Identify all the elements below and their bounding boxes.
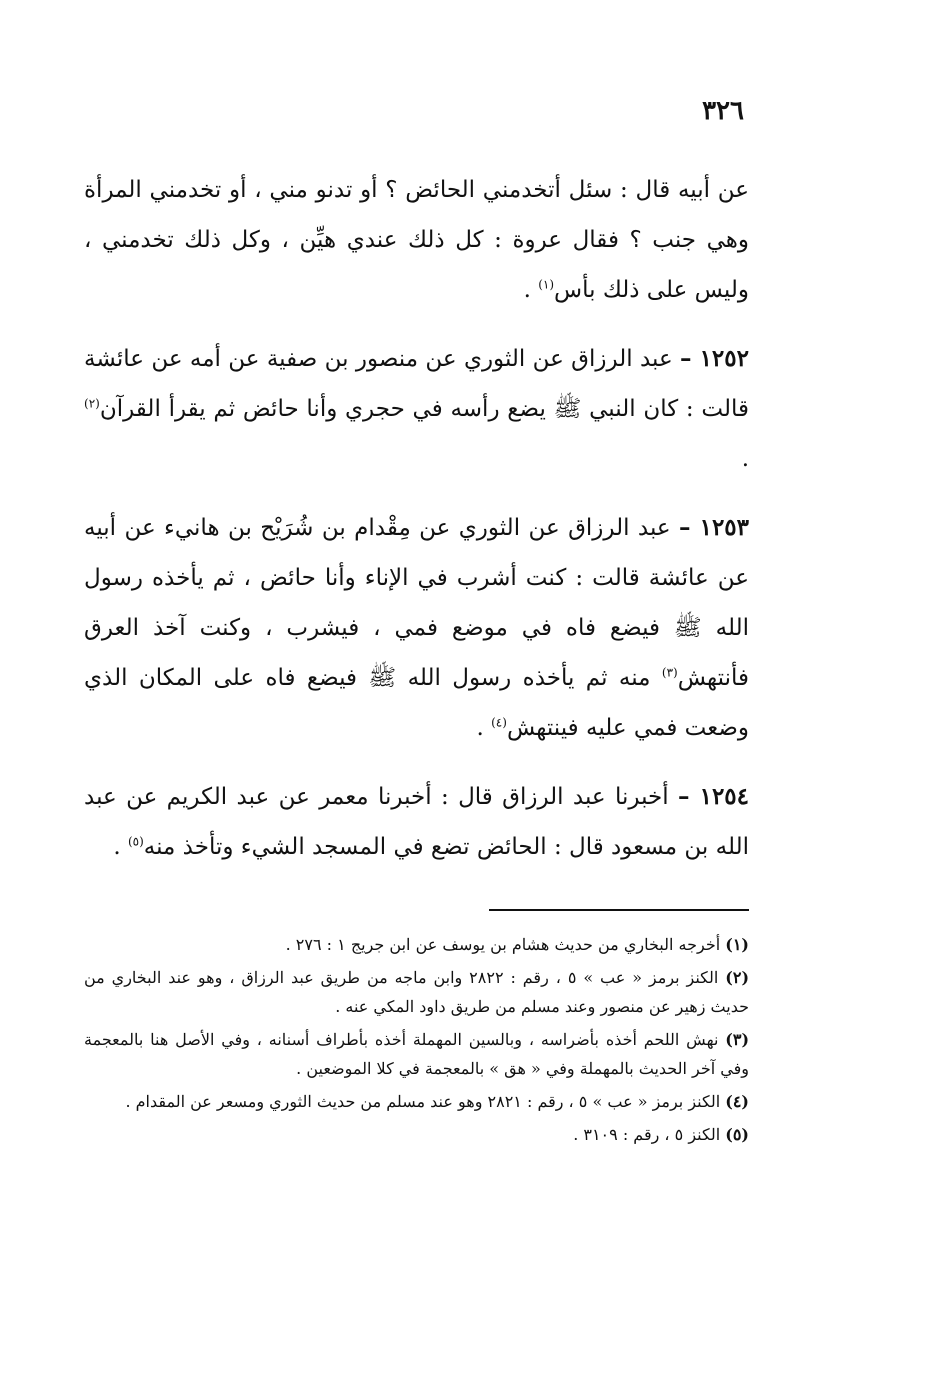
paragraph-end: .: [476, 715, 492, 741]
paragraph-continuation: [84, 165, 749, 315]
footnote-separator: [489, 909, 749, 911]
footnote-text: أخرجه البخاري من حديث هشام بن يوسف عن ابن جريج ١ : ٢٧٦ .: [285, 935, 721, 954]
paragraph-text: عن أبيه قال : سئل أتخدمني الحائض ؟ أو تدنو مني ، أو تخدمني المرأة وهي جنب ؟ فقال عروة : كل ذلك عندي هيِّن ، وكل ذلك تخدمني ، وليس على ذلك بأس: [84, 177, 749, 303]
hadith-number: ١٢٥٤ –: [678, 783, 750, 810]
hadith-1254: [84, 772, 749, 872]
hadith-number: ١٢٥٢ –: [680, 345, 749, 372]
paragraph-text-continued: منه ثم يأخذه رسول الله ﷺ فيضع فاه على المكان الذي وضعت فمي عليه فينتهش: [84, 665, 749, 741]
footnote-number: (٣): [725, 1030, 750, 1049]
footnote-marker: (٤): [491, 715, 507, 730]
footnote-text: الكنز برمز « عب » ٥ ، رقم : ٢٨٢١ وهو عند مسلم من حديث الثوري ومسعر عن المقدام .: [125, 1092, 721, 1111]
paragraph-text: عبد الرزاق عن الثوري عن منصور بن صفية عن أمه عن عائشة قالت : كان النبي ﷺ يضع رأسه في حجري وأنا حائض ثم يقرأ القرآن: [84, 346, 749, 422]
paragraph-end: .: [741, 446, 749, 472]
footnote-4: [84, 1087, 749, 1116]
footnote-3: [84, 1025, 749, 1083]
footnote-marker: (١): [538, 277, 555, 292]
footnote-number: (٥): [725, 1125, 749, 1144]
footnote-marker: (٢): [84, 396, 100, 411]
paragraph-text: أخبرنا عبد الرزاق قال : أخبرنا معمر عن عبد الكريم عن عبد الله بن مسعود قال : الحائض تضع في المسجد الشيء وتأخذ منه: [84, 784, 749, 860]
hadith-1252: [84, 334, 749, 484]
footnote-marker: (٣): [661, 665, 678, 680]
main-text: [84, 165, 749, 891]
hadith-number: ١٢٥٣ –: [679, 514, 750, 541]
footnote-5: [84, 1120, 749, 1149]
paragraph-text: عبد الرزاق عن الثوري عن مِقْدام بن شُرَيْح بن هانيء عن أبيه عن عائشة قالت : كنت أشرب في الإناء وأنا حائض ، ثم يأخذه رسول الله ﷺ فيضع فاه في موضع فمي ، فيشرب ، وكنت آخذ العرق فأنتهش: [84, 515, 749, 691]
footnote-text: نهش اللحم أخذه بأضراسه ، وبالسين المهملة أخذه بأطراف أسنانه ، وفي الأصل هنا بالمعجمة وفي آخر الحديث بالمهملة وفي « هق » بالمعجمة في كلا الموضعين .: [84, 1030, 749, 1078]
page-number: ٣٢٦: [702, 96, 744, 126]
footnote-1: [84, 930, 749, 959]
footnote-text: الكنز ٥ ، رقم : ٣١٠٩ .: [573, 1125, 721, 1144]
paragraph-end: .: [523, 277, 539, 303]
footnote-number: (١): [725, 935, 749, 954]
paragraph-end: .: [113, 834, 128, 860]
hadith-1253: [84, 503, 749, 753]
footnote-text: الكنز برمز « عب » ٥ ، رقم : ٢٨٢٢ وابن ماجه من طريق عبد الرزاق ، وهو عند البخاري من حديث زهير عن منصور وعند مسلم من طريق داود المكي عنه .: [84, 968, 749, 1016]
footnote-2: [84, 963, 749, 1021]
footnotes: [84, 930, 749, 1153]
footnote-number: (٤): [725, 1092, 749, 1111]
footnote-number: (٢): [725, 968, 750, 987]
footnote-marker: (٥): [127, 834, 144, 849]
